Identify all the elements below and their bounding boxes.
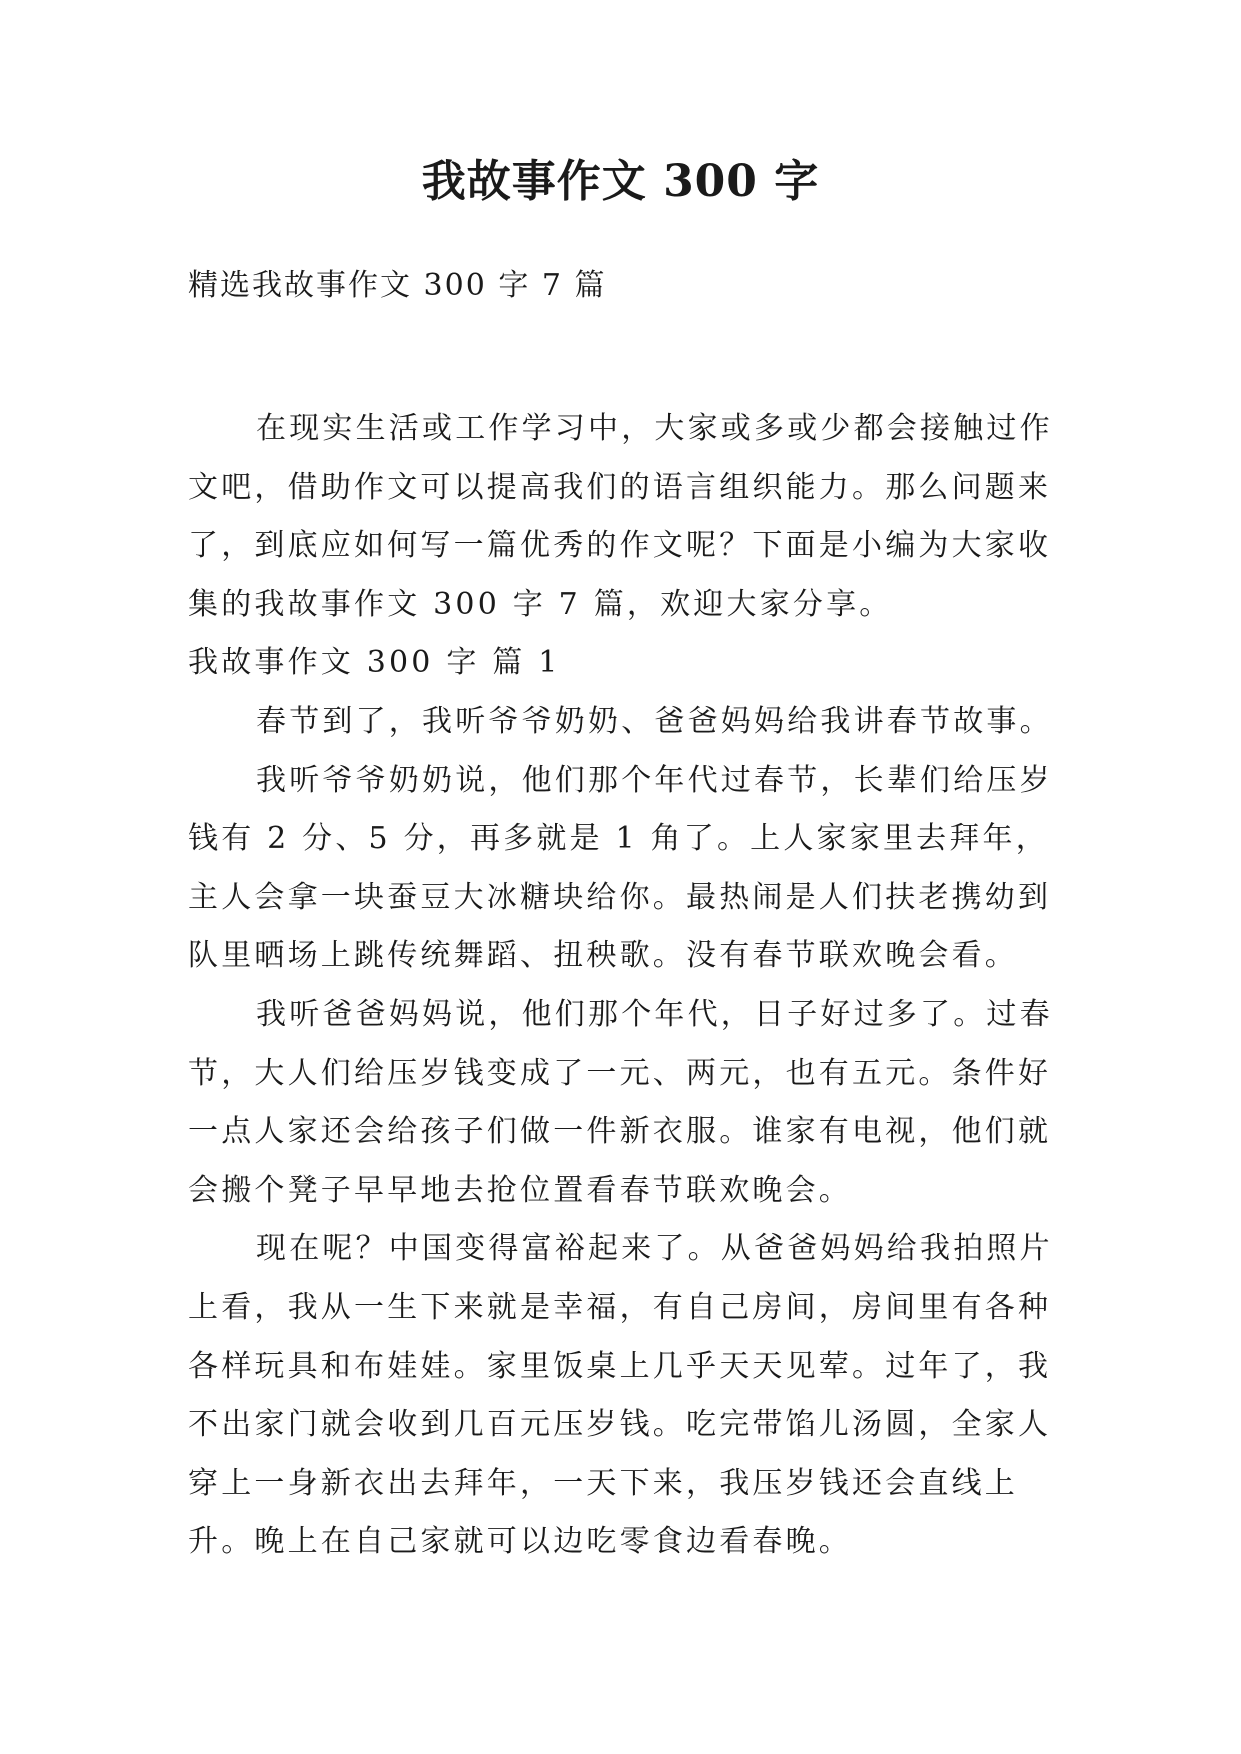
intro-paragraph: 在现实生活或工作学习中，大家或多或少都会接触过作文吧，借助作文可以提高我们的语言组织能力。那么问题来了，到底应如何写一篇优秀的作文呢？下面是小编为大家收集的我故事作文 300 字 7 篇，欢迎大家分享。 [188, 411, 1053, 622]
body-paragraph: 我听爷爷奶奶说，他们那个年代过春节，长辈们给压岁钱有 2 分、5 分，再多就是 1 角了。上人家家里去拜年，主人会拿一块蚕豆大冰糖块给你。最热闹是人们扶老携幼到队里晒场上跳传统舞蹈、扭秧歌。没有春节联欢晚会看。 [188, 762, 1053, 974]
body-paragraph: 春节到了，我听爷爷奶奶、爸爸妈妈给我讲春节故事。 [256, 703, 1053, 739]
body-paragraph: 现在呢？中国变得富裕起来了。从爸爸妈妈给我拍照片上看，我从一生下来就是幸福，有自己房间，房间里有各种各样玩具和布娃娃。家里饭桌上几乎天天见荤。过年了，我不出家门就会收到几百元压岁钱。吃完带馅儿汤圆，全家人穿上一身新衣出去拜年，一天下来，我压岁钱还会直线上升。晚上在自己家就可以边吃零食边看春晚。 [188, 1231, 1053, 1560]
document-title: 我故事作文 300 字 [421, 156, 820, 207]
document-body [188, 400, 1068, 1572]
document-subtitle: 精选我故事作文 300 字 7 篇 [188, 268, 607, 303]
section-heading: 我故事作文 300 字 篇 1 [188, 645, 561, 681]
body-paragraph: 我听爸爸妈妈说，他们那个年代，日子好过多了。过春节，大人们给压岁钱变成了一元、两元，也有五元。条件好一点人家还会给孩子们做一件新衣服。谁家有电视，他们就会搬个凳子早早地去抢位置看春节联欢晚会。 [188, 996, 1053, 1208]
